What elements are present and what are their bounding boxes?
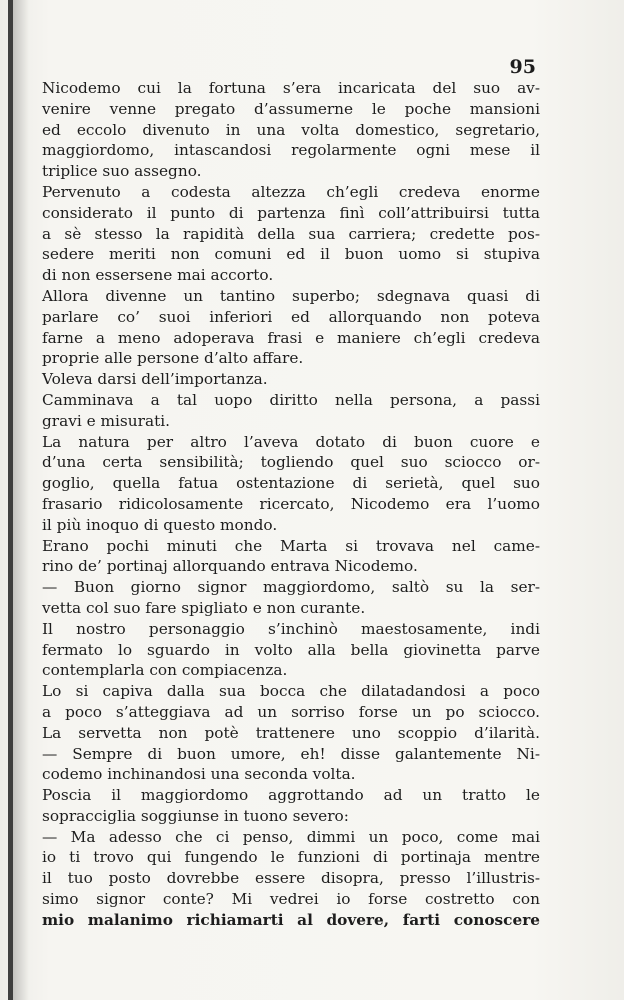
text-line: — Ma adesso che ci penso, dimmi un poco, come mai [42,827,540,846]
text-line: di non essersene mai accorto. [42,266,274,285]
text-line: vetta col suo fare spigliato e non curante. [42,598,366,617]
text-line: Voleva darsi dell’importanza. [42,370,268,389]
text-line: proprie alle persone d’alto affare. [42,349,304,368]
text-line: il più inoquo di questo mondo. [42,515,278,534]
text-line: Camminava a tal uopo diritto nella persona, a passi [42,390,540,409]
text-line: Pervenuto a codesta altezza ch’egli credeva enorme [42,182,540,201]
text-line: La servetta non potè trattenere uno scoppio d’ilarità. [42,723,540,742]
text-line: sopracciglia soggiunse in tuono severo: [42,806,349,825]
text-line: Allora divenne un tantino superbo; sdegnava quasi di [42,286,540,305]
text-line: considerato il punto di partenza finì coll’attribuirsi tutta [42,203,540,222]
text-line: parlare co’ suoi inferiori ed allorquando non poteva [42,307,540,326]
text-line: Nicodemo cui la fortuna s’era incaricata del suo av- [42,79,540,97]
text-line: Poscia il maggiordomo aggrottando ad un tratto le [42,786,540,805]
text-line: d’una certa sensibilità; togliendo quel suo sciocco or- [42,453,540,472]
text-line: goglio, quella fatua ostentazione di serietà, quel suo [42,474,540,493]
text-line: sedere meriti non comuni ed il buon uomo si stupiva [42,245,540,264]
text-line: gravi e misurati. [42,411,170,430]
text-line: Il nostro personaggio s’inchinò maestosamente, indi [42,619,540,638]
text-line: codemo inchinandosi una seconda volta. [42,765,356,784]
text-line: io ti trovo qui fungendo le funzioni di portinaja mentre [42,848,540,867]
text-line: frasario ridicolosamente ricercato, Nicodemo era l’uomo [42,494,540,513]
text-line: il tuo posto dovrebbe essere disopra, presso l’illustris- [42,869,540,888]
binding-shadow [13,0,29,1000]
text-line: — Buon giorno signor maggiordomo, saltò su la ser- [42,578,540,597]
text-line: ed eccolo divenuto in una volta domestico, segretario, [42,120,540,139]
body-text [42,78,540,931]
text-line: simo signor conte? Mi vedrei io forse costretto con [42,890,540,909]
text-line: mio malanimo richiamarti al dovere, farti conoscere [42,910,540,929]
text-line: Erano pochi minuti che Marta si trovava nel came- [42,536,540,555]
text-line: triplice suo assegno. [42,162,202,181]
text-line: fermato lo sguardo in volto alla bella giovinetta parve [42,640,540,659]
page-number: 95 [509,56,536,78]
text-line: Lo si capiva dalla sua bocca che dilatadandosi a poco [42,682,540,701]
text-line: farne a meno adoperava frasi e maniere ch’egli credeva [42,328,540,347]
text-line: La natura per altro l’aveva dotato di buon cuore e [42,432,540,451]
text-line: a poco s’atteggiava ad un sorriso forse un po sciocco. [42,702,540,721]
text-line: maggiordomo, intascandosi regolarmente ogni mese il [42,141,540,160]
text-line: rino de’ portinaj allorquando entrava Nicodemo. [42,557,418,576]
text-line: a sè stesso la rapidità della sua carriera; credette pos- [42,224,540,243]
text-line: — Sempre di buon umore, eh! disse galantemente Ni- [42,744,540,763]
text-line: venire venne pregato d’assumerne le poche mansioni [42,99,540,118]
text-line: contemplarla con compiacenza. [42,661,288,680]
